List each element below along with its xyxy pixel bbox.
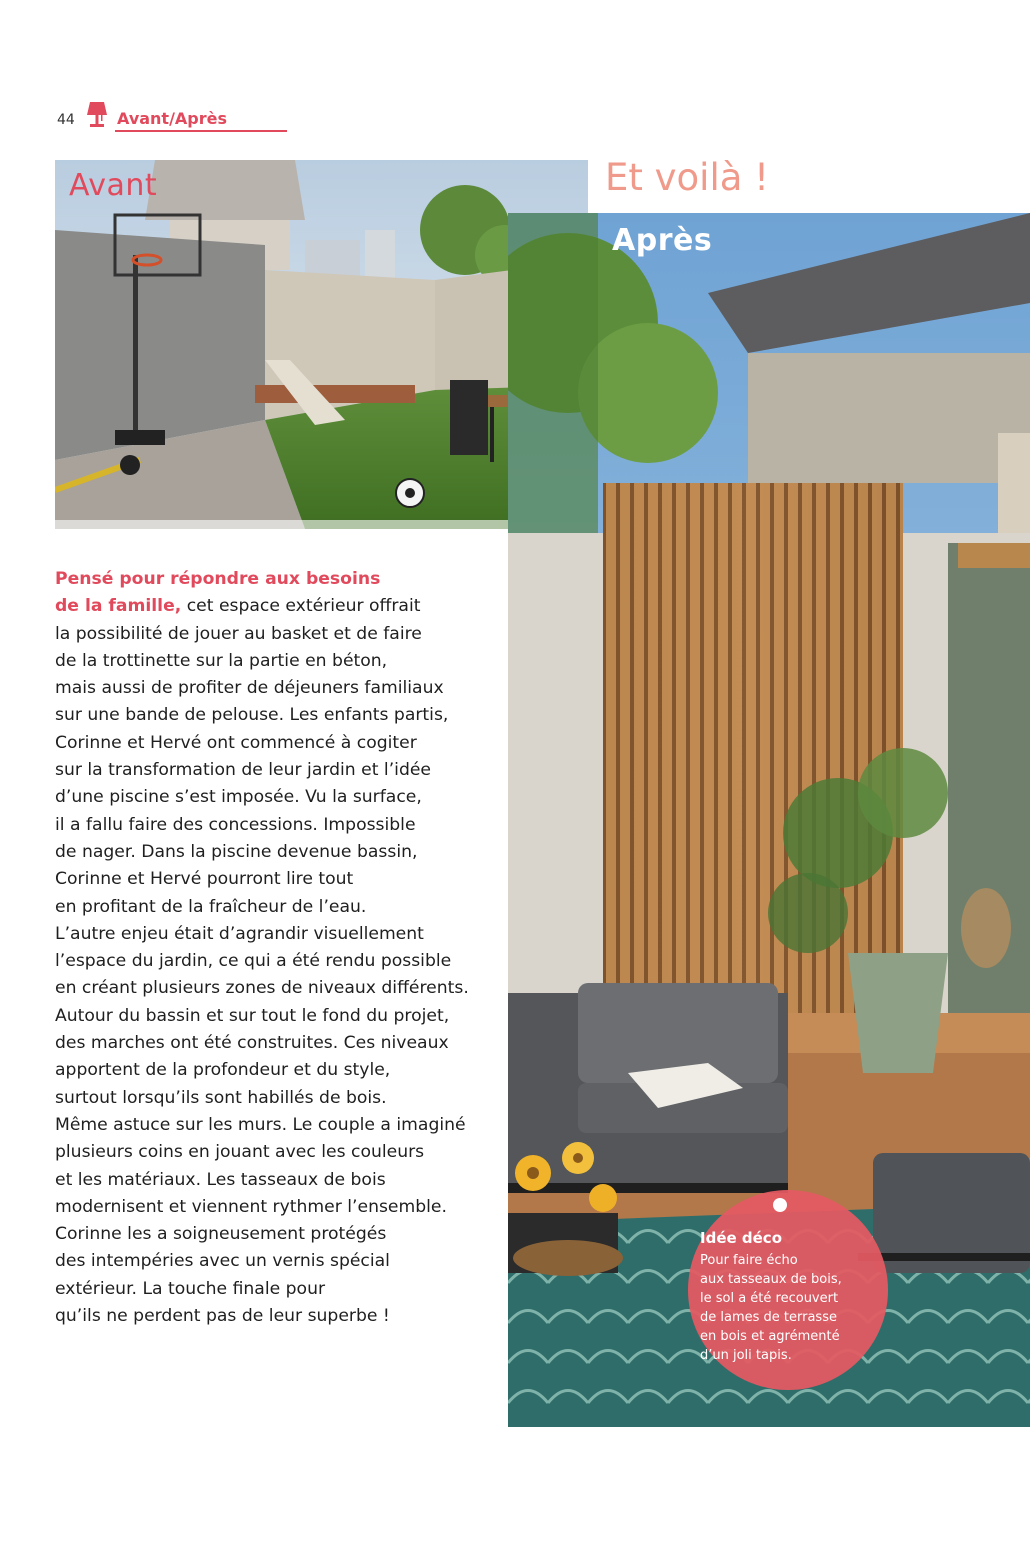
tip-line: le sol a été recouvert xyxy=(700,1291,839,1306)
text-line: L’autre enjeu était d’agrandir visuellement xyxy=(55,923,424,944)
lamp-icon xyxy=(85,100,109,130)
text-line: des intempéries avec un vernis spécial xyxy=(55,1251,390,1272)
text-line: extérieur. La touche finale pour xyxy=(55,1278,326,1299)
tip-line: en bois et agrémenté xyxy=(700,1329,840,1344)
tip-line: aux tasseaux de bois, xyxy=(700,1272,842,1287)
text-line: Corinne et Hervé pourront lire tout xyxy=(55,869,354,890)
text-line: Même astuce sur les murs. Le couple a imaginé xyxy=(55,1114,466,1135)
text-line: en profitant de la fraîcheur de l’eau. xyxy=(55,896,367,917)
text-line: surtout lorsqu’ils sont habillés de bois. xyxy=(55,1087,387,1108)
tip-dot-icon xyxy=(773,1198,787,1212)
text-line: plusieurs coins en jouant avec les couleurs xyxy=(55,1142,425,1163)
text-line: la possibilité de jouer au basket et de faire xyxy=(55,623,422,644)
text-line: et les matériaux. Les tasseaux de bois xyxy=(55,1169,386,1190)
text-line: modernisent et viennent rythmer l’ensemble. xyxy=(55,1196,447,1217)
after-label: Après xyxy=(612,223,713,258)
lead-line-2 xyxy=(55,593,495,620)
tip-line: d’un joli tapis. xyxy=(700,1348,792,1363)
article-body xyxy=(55,566,495,1330)
text-line: il a fallu faire des concessions. Impossible xyxy=(55,814,416,835)
text-line: apportent de la profondeur et du style, xyxy=(55,1060,391,1081)
text-line: d’une piscine s’est imposée. Vu la surface, xyxy=(55,787,422,808)
main-title: Et voilà ! xyxy=(605,156,770,199)
lead-line-2-rest: cet espace extérieur offrait xyxy=(181,596,421,617)
section-underline xyxy=(115,130,287,132)
tip-line: Pour faire écho xyxy=(700,1253,798,1268)
tip-title: Idée déco xyxy=(700,1229,782,1247)
text-line: Corinne les a soigneusement protégés xyxy=(55,1224,387,1245)
text-line: des marches ont été construites. Ces niveaux xyxy=(55,1033,449,1054)
page-number: 44 xyxy=(57,112,75,128)
section-label: Avant/Après xyxy=(117,109,228,128)
text-line: mais aussi de profiter de déjeuners familiaux xyxy=(55,678,444,699)
text-line: Corinne et Hervé ont commencé à cogiter xyxy=(55,732,417,753)
text-line: en créant plusieurs zones de niveaux différents. xyxy=(55,978,469,999)
text-line: de nager. Dans la piscine devenue bassin, xyxy=(55,841,418,862)
text-line: qu’ils ne perdent pas de leur superbe ! xyxy=(55,1306,390,1327)
text-line: l’espace du jardin, ce qui a été rendu possible xyxy=(55,951,452,972)
lead-line-2-emph: de la famille, xyxy=(55,596,182,617)
tip-body xyxy=(700,1251,842,1365)
text-line: sur une bande de pelouse. Les enfants partis, xyxy=(55,705,449,726)
text-line: sur la transformation de leur jardin et l’idée xyxy=(55,760,432,781)
text-line: Autour du bassin et sur tout le fond du projet, xyxy=(55,1005,450,1026)
lead-line-1: Pensé pour répondre aux besoins xyxy=(55,569,381,589)
text-line: de la trottinette sur la partie en béton, xyxy=(55,650,388,671)
tip-line: de lames de terrasse xyxy=(700,1310,837,1325)
before-label: Avant xyxy=(69,168,158,203)
